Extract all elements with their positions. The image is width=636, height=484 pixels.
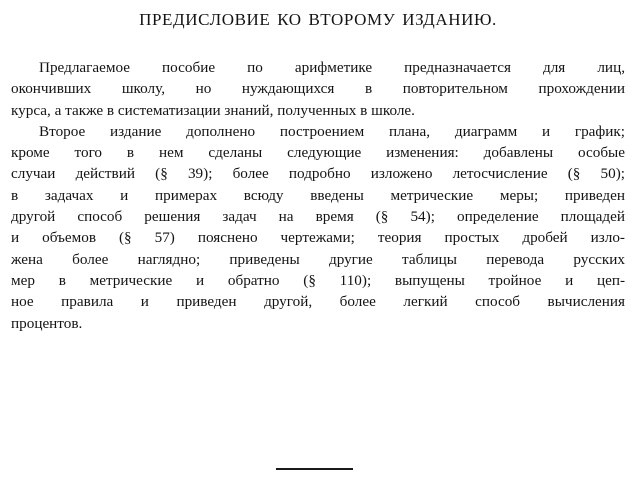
section-divider <box>276 468 353 470</box>
text-line: кроме того в нем сделаны следующие изменения: добавлены особые <box>11 144 625 162</box>
paragraph-1 <box>11 57 625 121</box>
text-line: в задачах и примерах всюду введены метрические меры; приведен <box>11 186 625 204</box>
text-line: курса, а также в систематизации знаний, полученных в школе. <box>11 101 415 119</box>
text-line: окончивших школу, но нуждающихся в повторительном прохождении <box>11 80 625 98</box>
text-line: Предлагаемое пособие по арифметике предназначается для лиц, <box>39 59 625 76</box>
text-line: случаи действий (§ 39); более подробно изложено летосчисление (§ 50); <box>11 165 625 183</box>
text-line: ное правила и приведен другой, более легкий способ вычисления <box>11 293 625 311</box>
document-body <box>11 57 625 334</box>
text-line: Второе издание дополнено построением плана, диаграмм и график; <box>39 122 625 140</box>
text-line: жена более наглядно; приведены другие таблицы перевода русских <box>11 250 625 268</box>
text-line: и объемов (§ 57) пояснено чертежами; теория простых дробей изло- <box>11 229 625 247</box>
text-line: другой способ решения задач на время (§ 54); определение площадей <box>11 208 625 226</box>
page-title: ПРЕДИСЛОВИЕ КО ВТОРОМУ ИЗДАНИЮ. <box>139 10 497 29</box>
paragraph-2 <box>11 121 625 334</box>
text-line: процентов. <box>11 314 83 332</box>
text-line: мер в метрические и обратно (§ 110); выпущены тройное и цеп- <box>11 271 625 289</box>
